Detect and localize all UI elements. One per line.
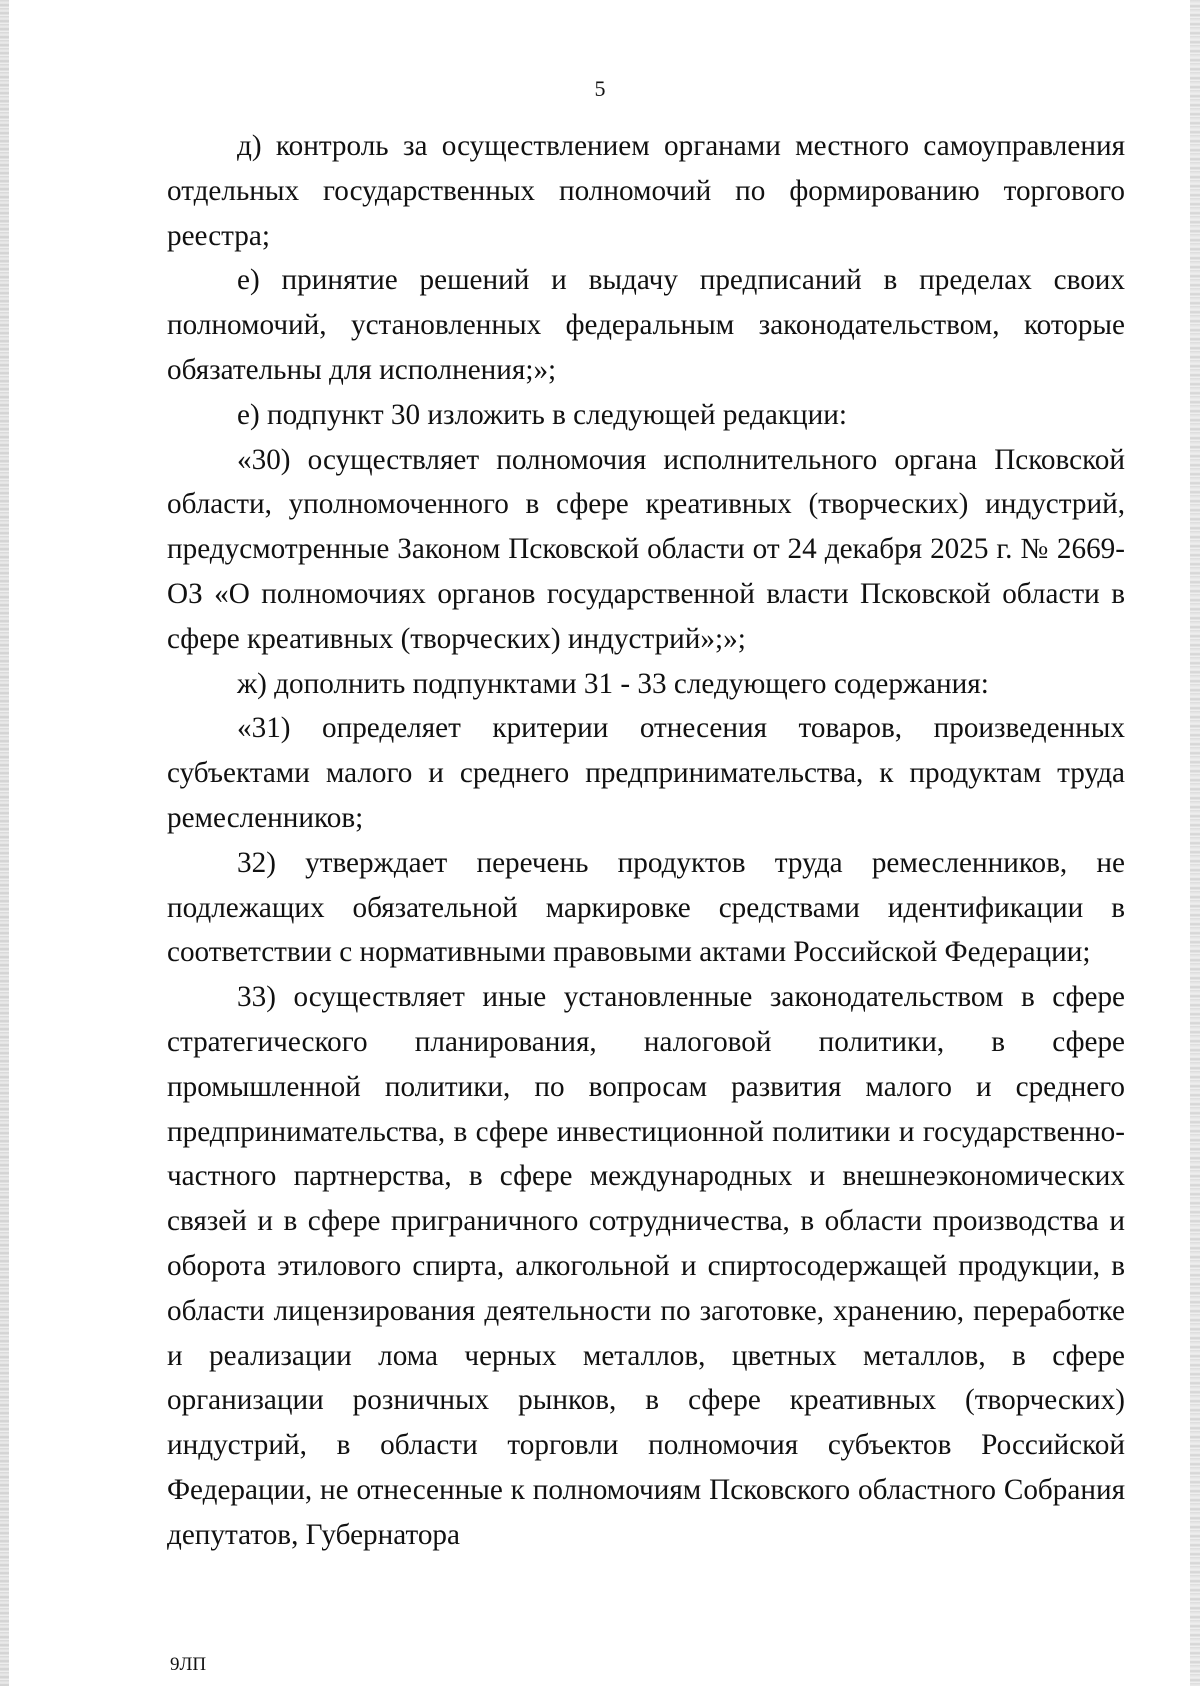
scan-edge-right xyxy=(1190,0,1200,1686)
paragraph-item-33: 33) осуществляет иные установленные законодательством в сфере стратегического планирования, налоговой политики, в сфере промышленной политики, по вопросам развития малого и среднего предпринимательства, в сфере инвестиционной политики и государственно-частного партнерства, в сфере международных и внешнеэкономических связей и в сфере приграничного сотрудничества, в области производства и оборота этилового спирта, алкогольной и спиртосодержащей продукции, в области лицензирования деятельности по заготовке, хранению, переработке и реализации лома черных металлов, цветных металлов, в сфере организации розничных рынков, в сфере креативных (творческих) индустрий, в области торговли полномочия субъектов Российской Федерации, не отнесенные к полномочиям Псковского областного Собрания депутатов, Губернатора xyxy=(167,981,1125,1551)
paragraph-item-31: «31) определяет критерии отнесения товаров, произведенных субъектами малого и среднего предпринимательства, к продуктам труда ремесленников; xyxy=(167,712,1125,834)
paragraph-d: д) контроль за осуществлением органами местного самоуправления отдельных государственных полномочий по формированию торгового реестра; xyxy=(167,130,1125,252)
scan-edge-left xyxy=(0,0,9,1686)
footer-code: 9ЛП xyxy=(170,1654,207,1675)
paragraph-item-32: 32) утверждает перечень продуктов труда ремесленников, не подлежащих обязательной маркировке средствами идентификации в соответствии с нормативными правовыми актами Российской Федерации; xyxy=(167,846,1125,969)
paragraph-e: е) принятие решений и выдачу предписаний в пределах своих полномочий, установленных федеральным законодательством, которые обязательны для исполнения;»; xyxy=(167,264,1125,386)
document-body xyxy=(167,124,1125,1558)
paragraph-e-subpoint-30: е) подпункт 30 изложить в следующей редакции: xyxy=(237,398,847,431)
paragraph-item-30: «30) осуществляет полномочия исполнительного органа Псковской области, уполномоченного в сфере креативных (творческих) индустрий, предусмотренные Законом Псковской области от 24 декабря 2025 г. № 2669-ОЗ «О полномочиях органов государственной власти Псковской области в сфере креативных (творческих) индустрий»;»; xyxy=(167,443,1125,655)
page-number: 5 xyxy=(594,76,606,101)
paragraph-zh: ж) дополнить подпунктами 31 - 33 следующего содержания: xyxy=(237,667,989,700)
